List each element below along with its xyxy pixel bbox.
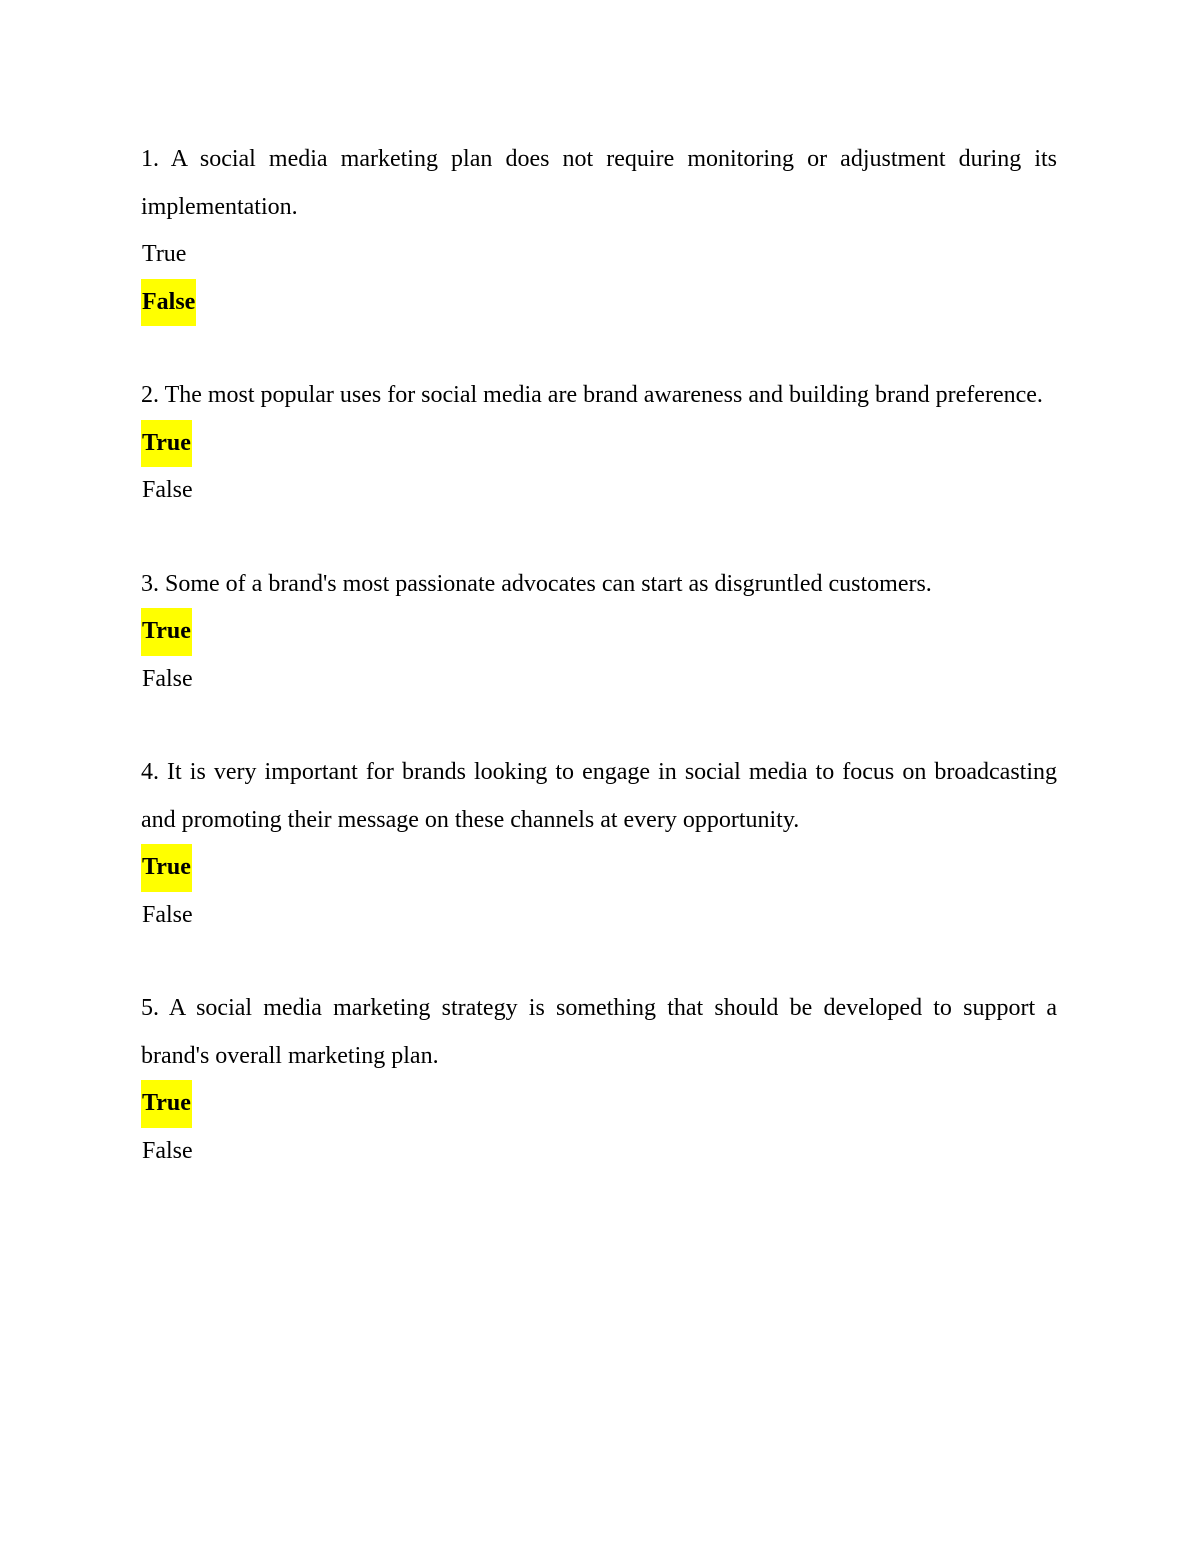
option-true bbox=[141, 608, 1057, 656]
option-label: False bbox=[142, 901, 193, 928]
question-3 bbox=[141, 561, 1057, 704]
quiz-content bbox=[141, 136, 1057, 1221]
option-label: False bbox=[142, 477, 193, 503]
question-text: 4. It is very important for brands looking to engage in social media to focus on broadcasting and promoting their message on these channels at every opportunity. bbox=[141, 759, 1057, 833]
option-label: False bbox=[142, 665, 193, 692]
option-false bbox=[141, 656, 1057, 704]
question-text: 2. The most popular uses for social media are brand awareness and building brand preference. bbox=[141, 382, 1043, 408]
option-true bbox=[141, 1080, 1057, 1128]
option-label: False bbox=[141, 279, 196, 327]
option-label: True bbox=[141, 608, 192, 656]
option-false bbox=[141, 279, 1057, 327]
question-text: 5. A social media marketing strategy is something that should be developed to support a brand's overall marketing plan. bbox=[141, 995, 1057, 1069]
option-false bbox=[141, 1128, 1057, 1176]
option-label: True bbox=[141, 844, 192, 892]
question-2 bbox=[141, 372, 1057, 515]
option-true bbox=[141, 844, 1057, 892]
question-5 bbox=[141, 985, 1057, 1175]
option-label: True bbox=[141, 1080, 192, 1128]
option-true bbox=[141, 420, 1057, 468]
question-text: 3. Some of a brand's most passionate advocates can start as disgruntled customers. bbox=[141, 570, 932, 597]
question-1 bbox=[141, 136, 1057, 326]
option-label: True bbox=[141, 420, 192, 468]
option-true bbox=[141, 231, 1057, 279]
option-false bbox=[141, 467, 1057, 515]
question-4 bbox=[141, 749, 1057, 939]
option-label: False bbox=[142, 1137, 193, 1164]
option-label: True bbox=[142, 241, 187, 267]
option-false bbox=[141, 892, 1057, 940]
question-text: 1. A social media marketing plan does not require monitoring or adjustment during its implementation. bbox=[141, 146, 1057, 220]
